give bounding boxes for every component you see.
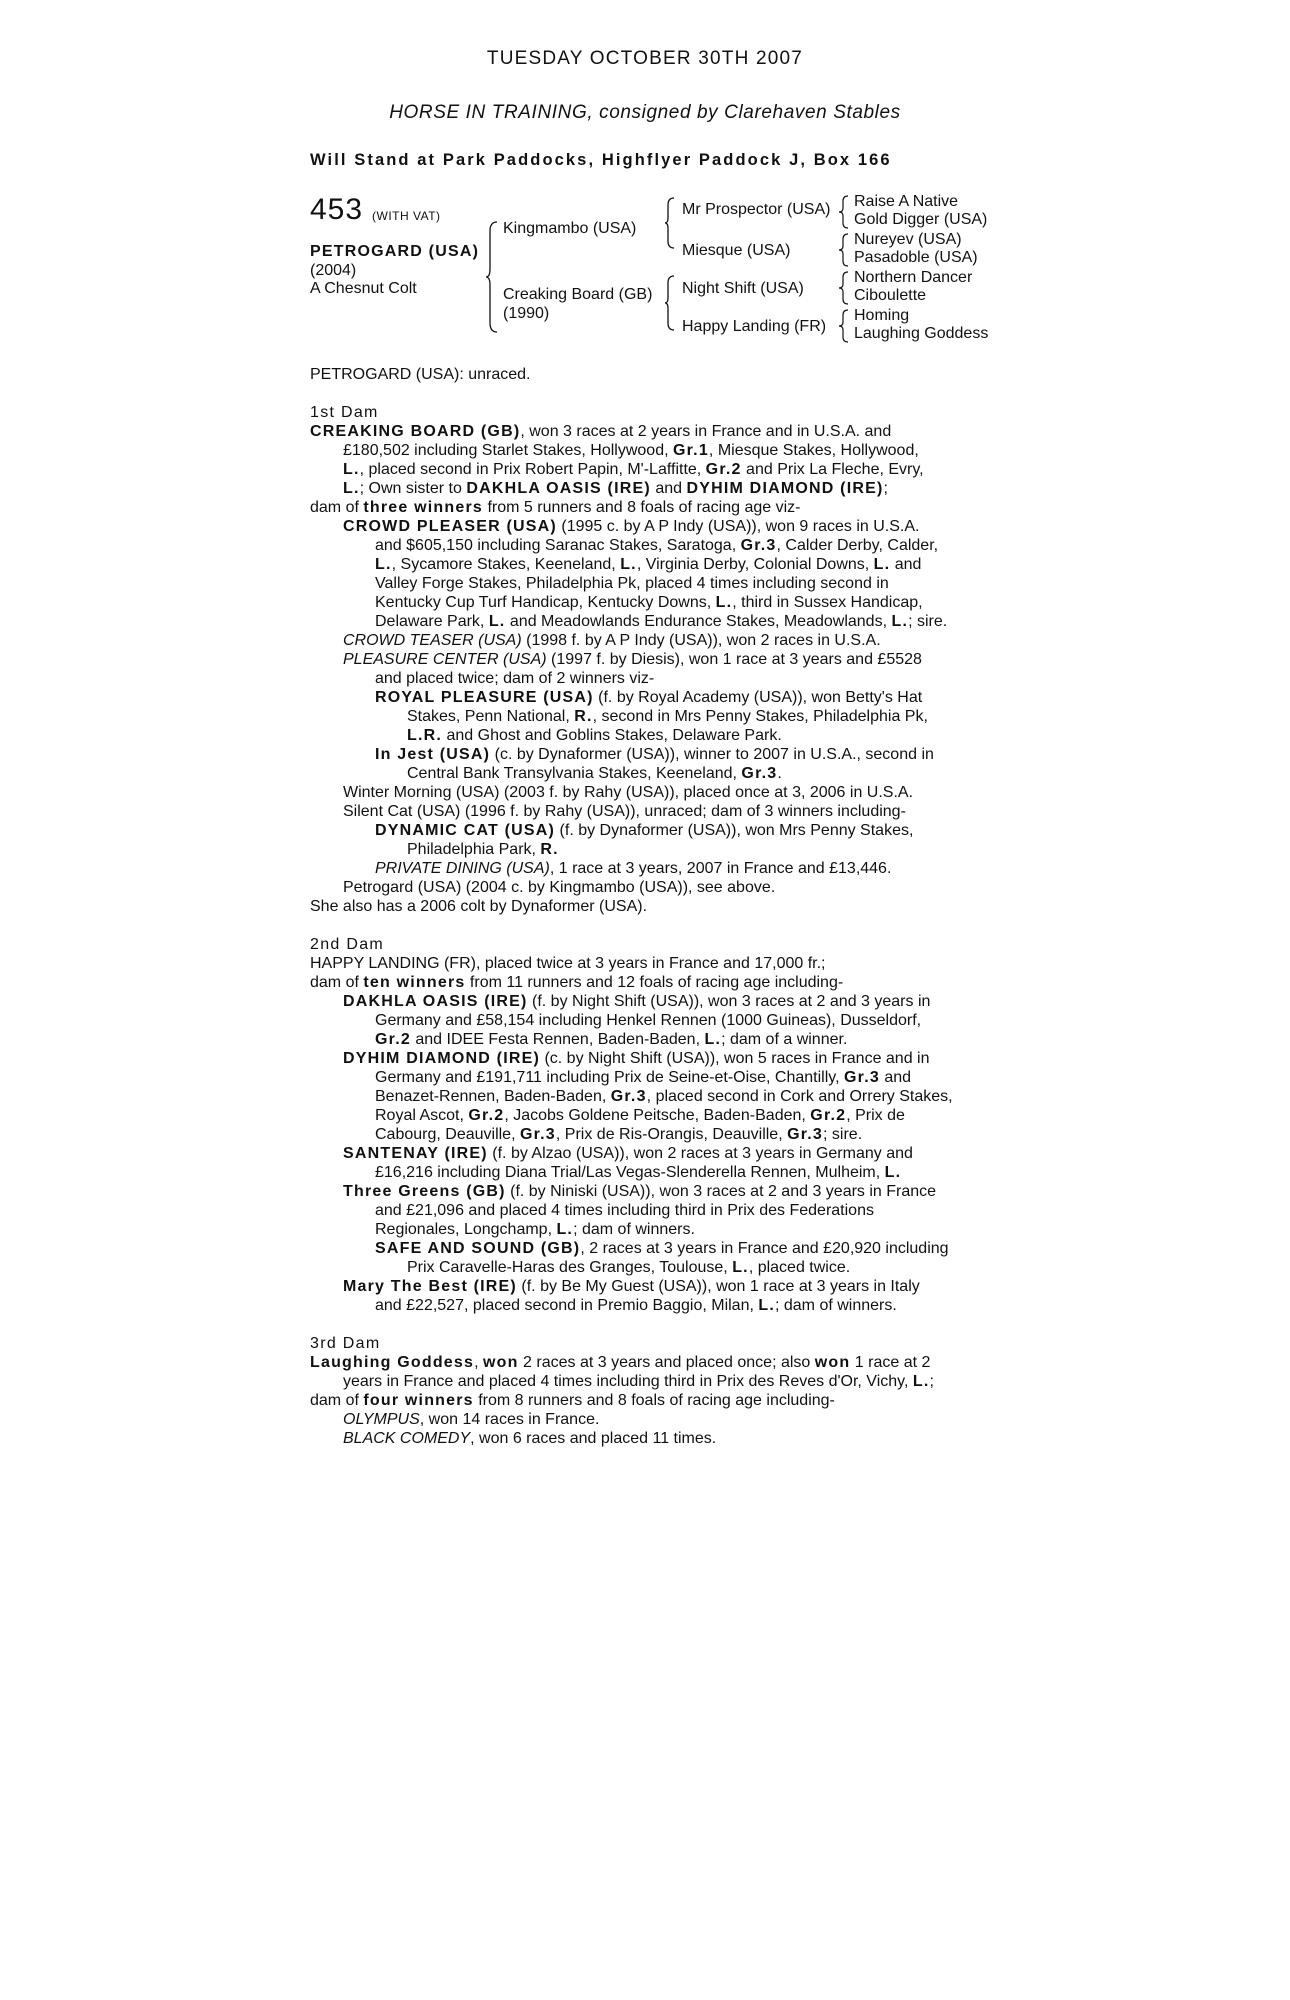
text-run: DYNAMIC CAT (USA) [375,822,556,839]
pedigree-text-line [310,821,1000,840]
sire-brace [664,197,676,249]
pedigree-text-line [310,783,1000,802]
pedigree-brace [485,221,499,333]
text-run: ; Own sister to [359,480,467,497]
text-run: L. [912,1373,930,1390]
text-run: Valley Forge Stakes, Philadelphia Pk, placed 4 times including second in [375,575,889,592]
text-run: ; dam of winners. [573,1221,695,1238]
pedigree-text-line [310,669,1000,688]
text-run: DYHIM DIAMOND (IRE) [343,1050,541,1067]
race-record: PETROGARD (USA): unraced. [310,366,531,383]
text-run: £16,216 including Diana Trial/Las Vegas-Slenderella Rennen, Mulheim, [375,1164,885,1181]
ssd-name: Gold Digger (USA) [854,211,988,228]
text-run: and Prix La Fleche, Evry, [741,461,924,478]
text-run: , placed twice. [748,1259,851,1276]
pedigree-text-line [310,897,1000,916]
text-run: , Sycamore Stakes, Keeneland, [391,556,621,573]
pedigree-text-line [310,1030,1000,1049]
text-run: L. [704,1031,722,1048]
foaling-year: (2004) [310,262,357,279]
text-run: Gr.2 [375,1031,411,1048]
text-run: Gr.3 [787,1126,824,1143]
text-run: . [777,765,782,782]
text-run: ten winners [363,974,466,991]
pedigree-text-line [310,460,1000,479]
text-run: L. [715,594,733,611]
ss-brace [838,195,850,229]
ds-brace [838,271,850,305]
text-run: CROWD TEASER (USA) [343,632,522,649]
pedigree-text-line [310,1353,1000,1372]
text-run: ; [883,480,888,497]
pedigree-text-line [310,840,1000,859]
text-run: Kentucky Cup Turf Handicap, Kentucky Downs, [375,594,716,611]
text-run: SANTENAY (IRE) [343,1145,488,1162]
text-run: Gr.3 [519,1126,556,1143]
pedigree-text-line [310,631,1000,650]
dds-name: Homing [854,307,910,324]
text-run: ; dam of winners. [774,1297,897,1314]
text-run: , Calder Derby, Calder, [776,537,939,554]
text-run: and $605,150 including Saranac Stakes, Saratoga, [375,537,741,554]
text-run: HAPPY LANDING (FR), placed twice at 3 years in France and 17,000 fr.; [310,955,826,972]
pedigree-text-line [310,536,1000,555]
pedigree-text-line [310,1201,1000,1220]
dam-dam: Happy Landing (FR) [682,318,827,335]
text-run: L. [884,1164,902,1181]
text-run: , Prix de [846,1107,905,1124]
pedigree-text-line [310,802,1000,821]
text-run: and IDEE Festa Rennen, Baden-Baden, [410,1031,705,1048]
text-run: Delaware Park, [375,613,489,630]
text-run: L. [343,461,360,478]
sdd-name: Pasadoble (USA) [854,249,978,266]
text-run: L. [891,613,909,630]
pedigree-text-line [310,1372,1000,1391]
text-run: ROYAL PLEASURE (USA) [375,689,594,706]
pedigree-text-line [310,764,1000,783]
pedigree-text-line [310,1144,1000,1163]
text-run: (1997 f. by Diesis), won 1 race at 3 years and £5528 [546,651,922,668]
text-run: Gr.3 [844,1069,880,1086]
pedigree-text-line [310,498,1000,517]
text-run: L. [758,1297,775,1314]
dam-name: Creaking Board (GB) [503,286,653,303]
pedigree-text-line [310,479,1000,498]
dss-name: Northern Dancer [854,269,973,286]
pedigree-text-line [310,1182,1000,1201]
second-dam-heading: 2nd Dam [310,936,385,953]
text-run: Central Bank Transylvania Stakes, Keeneland, [407,765,742,782]
text-run: CROWD PLEASER (USA) [343,518,557,535]
horse-description: A Chesnut Colt [310,280,417,297]
text-run: won [482,1354,519,1371]
text-run: ; sire. [823,1126,863,1143]
first-dam-section [310,422,1000,916]
text-run: ; [929,1373,934,1390]
dam-sire: Night Shift (USA) [682,280,804,297]
pedigree-text-line [310,1296,1000,1315]
pedigree-text-line [310,1220,1000,1239]
pedigree-text-line [310,1125,1000,1144]
text-run: L. [488,613,506,630]
text-run: Philadelphia Park, [407,841,541,858]
pedigree-text-line [310,1391,1000,1410]
text-run: L. [620,556,637,573]
text-run: from 11 runners and 12 foals of racing age including- [465,974,844,991]
text-run: PLEASURE CENTER (USA) [343,651,547,668]
pedigree-text-line [310,1011,1000,1030]
text-run: CREAKING BOARD (GB) [310,423,521,440]
text-run: 2 races at 3 years and placed once; also [518,1354,815,1371]
text-run: Three Greens (GB) [343,1183,506,1200]
text-run: L. [732,1259,749,1276]
text-run: 1 race at 2 [850,1354,931,1371]
pedigree-text-line [310,650,1000,669]
text-run: dam of [310,974,364,991]
text-run: Germany and £191,711 including Prix de Seine-et-Oise, Chantilly, [375,1069,844,1086]
text-run: (1995 c. by A P Indy (USA)), won 9 races in U.S.A. [556,518,920,535]
text-run: from 8 runners and 8 foals of racing age including- [473,1392,835,1409]
text-run: L. [873,556,891,573]
text-run: Gr.2 [468,1107,505,1124]
ddd-name: Laughing Goddess [854,325,989,342]
text-run: , won 3 races at 2 years in France and in U.S.A. and [520,423,892,440]
text-run: £180,502 including Starlet Stakes, Hollywood, [343,442,673,459]
dam-year: (1990) [503,305,550,322]
text-run: (f. by Royal Academy (USA)), won Betty's Hat [593,689,923,706]
text-run: PRIVATE DINING (USA) [375,860,550,877]
text-run: , won 6 races and placed 11 times. [470,1430,717,1447]
sire-sire: Mr Prospector (USA) [682,201,831,218]
text-run: DYHIM DIAMOND (IRE) [686,480,884,497]
sire-dam: Miesque (USA) [682,242,791,259]
pedigree-block [310,193,1030,353]
pedigree-text-line [310,1277,1000,1296]
pedigree-text-line [310,954,1000,973]
text-run: Gr.3 [610,1088,647,1105]
text-run: , Prix de Ris-Orangis, Deauville, [555,1126,788,1143]
text-run: Silent Cat (USA) (1996 f. by Rahy (USA)), unraced; dam of 3 winners including- [343,803,906,820]
pedigree-text-line [310,745,1000,764]
pedigree-text-line [310,726,1000,745]
text-run: She also has a 2006 colt by Dynaformer (USA). [310,898,648,915]
text-run: Gr.2 [705,461,742,478]
text-run: (1998 f. by A P Indy (USA)), won 2 races in U.S.A. [521,632,881,649]
text-run: SAFE AND SOUND (GB) [375,1240,581,1257]
third-dam-section [310,1353,1000,1448]
pedigree-text-line [310,555,1000,574]
text-run: Regionales, Longchamp, [375,1221,557,1238]
text-run: and Meadowlands Endurance Stakes, Meadowlands, [505,613,892,630]
text-run: (f. by Dynaformer (USA)), won Mrs Penny Stakes, [555,822,914,839]
first-dam-heading: 1st Dam [310,404,379,421]
text-run: Prix Caravelle-Haras des Granges, Toulouse, [407,1259,733,1276]
text-run: dam of [310,1392,364,1409]
pedigree-text-line [310,1106,1000,1125]
text-run: years in France and placed 4 times including third in Prix des Reves d'Or, Vichy, [343,1373,913,1390]
pedigree-text-line [310,1068,1000,1087]
sire-name: Kingmambo (USA) [503,220,637,237]
pedigree-text-line [310,517,1000,536]
text-run: and [879,1069,912,1086]
third-dam-heading: 3rd Dam [310,1335,381,1352]
pedigree-text-line [310,593,1000,612]
text-run: DAKHLA OASIS (IRE) [343,993,528,1010]
text-run: (f. by Be My Guest (USA)), won 1 race at 3 years in Italy [516,1278,920,1295]
horse-name: PETROGARD (USA) [310,243,480,260]
text-run: Laughing Goddess [310,1354,475,1371]
text-run: Petrogard (USA) (2004 c. by Kingmambo (USA)), see above. [343,879,776,896]
text-run: and placed twice; dam of 2 winners viz- [375,670,655,687]
vat-note: (WITH VAT) [372,209,441,223]
dsd-name: Ciboulette [854,287,927,304]
text-run: L. [556,1221,574,1238]
text-run: (f. by Niniski (USA)), won 3 races at 2 and 3 years in France [505,1183,937,1200]
text-run: Germany and £58,154 including Henkel Rennen (1000 Guineas), Dusseldorf, [375,1012,922,1029]
text-run: , placed second in Prix Robert Papin, M'-Laffitte, [359,461,706,478]
text-run: L. [343,480,360,497]
consignor-line: HORSE IN TRAINING, consigned by Clarehaven Stables [389,102,901,123]
text-run: , won 14 races in France. [419,1411,600,1428]
sds-name: Nureyev (USA) [854,231,962,248]
text-run: three winners [363,499,483,516]
text-run: R. [540,841,559,858]
text-run: In Jest (USA) [375,746,491,763]
pedigree-text-line [310,973,1000,992]
pedigree-text-line [310,1410,1000,1429]
pedigree-text-line [310,612,1000,631]
text-run: from 5 runners and 8 foals of racing age viz- [483,499,801,516]
text-run: and [890,556,922,573]
pedigree-text-line [310,878,1000,897]
text-run: Stakes, Penn National, [407,708,575,725]
text-run: , Miesque Stakes, Hollywood, [708,442,919,459]
dam-brace [664,275,676,331]
lot-number: 453 [310,193,364,226]
text-run: , 1 race at 3 years, 2007 in France and £13,446. [549,860,892,877]
sd-brace [838,233,850,267]
dd-brace [838,309,850,343]
sss-name: Raise A Native [854,193,959,210]
text-run: Winter Morning (USA) (2003 f. by Rahy (USA)), placed once at 3, 2006 in U.S.A. [343,784,914,801]
pedigree-text-line [310,1163,1000,1182]
pedigree-text-line [310,1049,1000,1068]
text-run: and Ghost and Goblins Stakes, Delaware Park. [442,727,782,744]
text-run: Benazet-Rennen, Baden-Baden, [375,1088,611,1105]
text-run: OLYMPUS [343,1411,420,1428]
pedigree-text-line [310,707,1000,726]
text-run: , second in Mrs Penny Stakes, Philadelphia Pk, [592,708,928,725]
text-run: won [814,1354,851,1371]
text-run: (c. by Night Shift (USA)), won 5 races in France and in [540,1050,930,1067]
pedigree-text-line [310,441,1000,460]
text-run: Mary The Best (IRE) [343,1278,517,1295]
pedigree-text-line [310,688,1000,707]
text-run: L.R. [407,727,443,744]
text-run: and [650,480,687,497]
text-run: R. [574,708,593,725]
text-run: BLACK COMEDY [343,1430,471,1447]
catalogue-body [310,365,1000,1448]
pedigree-text-line [310,574,1000,593]
text-run: Gr.3 [740,537,777,554]
text-run: ; dam of a winner. [721,1031,848,1048]
pedigree-text-line [310,1239,1000,1258]
pedigree-text-line [310,1258,1000,1277]
text-run: four winners [363,1392,474,1409]
text-run: ; sire. [908,613,948,630]
text-run: , placed second in Cork and Orrery Stakes, [646,1088,953,1105]
text-run: L. [375,556,392,573]
text-run: dam of [310,499,364,516]
sale-date: TUESDAY OCTOBER 30TH 2007 [486,48,804,69]
text-run: and £21,096 and placed 4 times including third in Prix des Federations [375,1202,874,1219]
pedigree-text-line [310,859,1000,878]
text-run: (f. by Alzao (USA)), won 2 races at 3 years in Germany and [487,1145,913,1162]
text-run: Cabourg, Deauville, [375,1126,520,1143]
text-run: Gr.1 [672,442,709,459]
pedigree-text-line [310,992,1000,1011]
text-run: , third in Sussex Handicap, [732,594,923,611]
stand-location: Will Stand at Park Paddocks, Highflyer Paddock J, Box 166 [310,151,892,169]
pedigree-text-line [310,1087,1000,1106]
text-run: , 2 races at 3 years in France and £20,920 including [580,1240,949,1257]
text-run: and £22,527, placed second in Premio Baggio, Milan, [375,1297,759,1314]
text-run: , Virginia Derby, Colonial Downs, [636,556,874,573]
text-run: (c. by Dynaformer (USA)), winner to 2007 in U.S.A., second in [490,746,934,763]
text-run: Gr.2 [810,1107,847,1124]
pedigree-text-line [310,422,1000,441]
text-run: Gr.3 [741,765,778,782]
second-dam-section [310,954,1000,1315]
text-run: DAKHLA OASIS (IRE) [466,480,651,497]
text-run: , [474,1354,483,1371]
text-run: , Jacobs Goldene Peitsche, Baden-Baden, [504,1107,811,1124]
text-run: (f. by Night Shift (USA)), won 3 races at 2 and 3 years in [527,993,931,1010]
pedigree-text-line [310,1429,1000,1448]
text-run: Royal Ascot, [375,1107,469,1124]
